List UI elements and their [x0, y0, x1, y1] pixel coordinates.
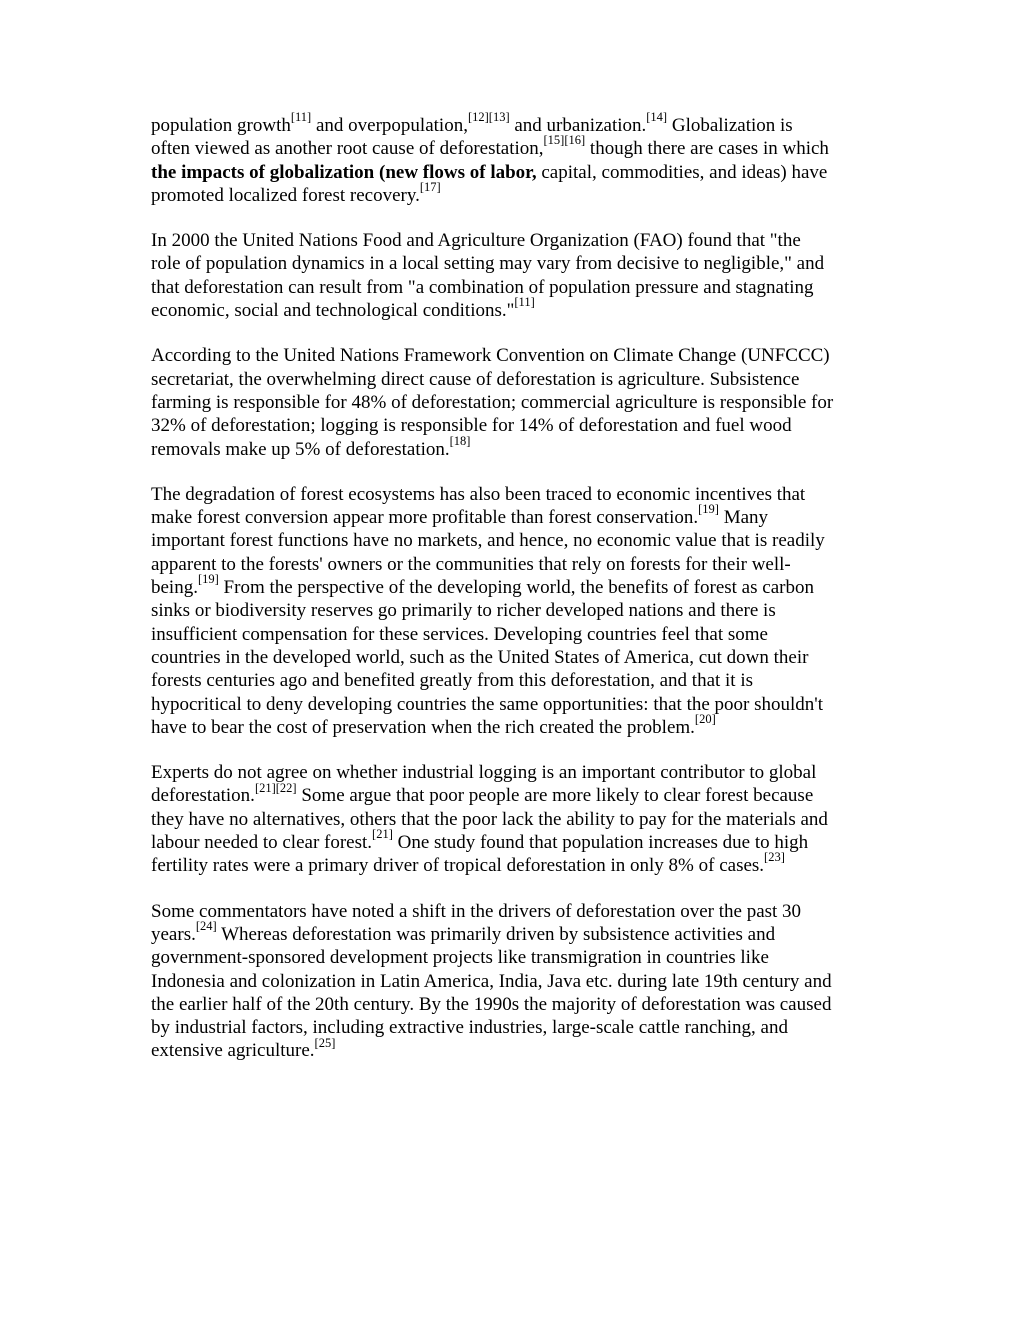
text-line	[151, 808, 873, 831]
text-line	[151, 712, 873, 739]
text-run: countries in the developed world, such as the United States of America, cut down their	[151, 646, 809, 668]
text-line	[151, 1035, 873, 1062]
text-line	[151, 993, 873, 1016]
text-line	[151, 483, 873, 506]
text-line	[151, 780, 873, 807]
text-run: and overpopulation,	[311, 115, 468, 136]
footnote-ref: [11]	[290, 110, 312, 125]
text-line	[151, 502, 873, 529]
text-run: apparent to the forests' owners or the communities that rely on forests for their well-	[151, 553, 791, 575]
paragraph	[151, 761, 873, 877]
footnote-ref: [25]	[314, 1035, 336, 1050]
text-run: According to the United Nations Framework Convention on Climate Change (UNFCCC)	[151, 345, 830, 367]
text-run: often viewed as another root cause of deforestation,	[151, 138, 544, 160]
footnote-ref: [19]	[698, 502, 719, 517]
text-line	[151, 669, 873, 692]
text-run: economic, social and technological conditions."	[151, 300, 515, 322]
text-run: insufficient compensation for these services. Developing countries feel that some	[151, 623, 768, 645]
text-run: hypocritical to deny developing countries the same opportunities: that the poor shouldn't	[151, 693, 823, 715]
paragraph	[151, 900, 873, 1063]
paragraph	[151, 229, 873, 322]
text-line	[151, 161, 873, 184]
text-line	[151, 553, 873, 576]
footnote-ref: [12][13]	[467, 110, 510, 125]
text-line	[151, 229, 873, 252]
text-run: extensive agriculture.	[151, 1040, 315, 1062]
text-run: forests centuries ago and benefited greatly from this deforestation, and that it is	[151, 670, 754, 692]
text-line	[151, 946, 873, 969]
text-run: Some commentators have noted a shift in the drivers of deforestation over the past 30	[151, 900, 802, 922]
text-line	[151, 693, 873, 716]
footnote-ref: [21]	[372, 827, 393, 842]
text-run: In 2000 the United Nations Food and Agriculture Organization (FAO) found that "the	[151, 230, 801, 252]
paragraph	[151, 110, 873, 207]
text-run: farming is responsible for 48% of deforestation; commercial agriculture is responsible for	[151, 391, 834, 413]
text-line	[151, 391, 873, 414]
text-run: have to bear the cost of preservation when the rich created the problem.	[151, 716, 695, 738]
text-run: fertility rates were a primary driver of tropical deforestation in only 8% of cases.	[151, 855, 765, 877]
text-line	[151, 252, 873, 275]
text-run: the earlier half of the 20th century. By the 1990s the majority of deforestation was caused	[151, 993, 832, 1015]
text-line	[151, 623, 873, 646]
text-run: capital, commodities, and ideas) have	[536, 161, 828, 183]
text-run: One study found that population increases due to high	[392, 832, 809, 854]
text-line	[151, 344, 873, 367]
text-run: Many	[718, 507, 769, 529]
text-run: From the perspective of the developing world, the benefits of forest as carbon	[218, 577, 814, 599]
text-run: removals make up 5% of deforestation.	[151, 438, 450, 460]
text-run: being.	[151, 577, 198, 599]
text-line	[151, 572, 873, 599]
text-run: promoted localized forest recovery.	[151, 184, 420, 206]
text-line	[151, 919, 873, 946]
text-line	[151, 970, 873, 993]
text-line	[151, 433, 873, 461]
text-line	[151, 1016, 873, 1039]
footnote-ref: [23]	[764, 850, 785, 865]
text-run: important forest functions have no markets, and hence, no economic value that is readily	[151, 530, 825, 552]
text-run: that deforestation can result from "a combination of population pressure and stagnating	[151, 276, 814, 298]
text-line	[151, 414, 873, 437]
footnote-ref: [24]	[195, 919, 217, 934]
text-run: years.	[151, 923, 196, 945]
footnote-ref: [14]	[646, 110, 668, 125]
text-run: and urbanization.	[509, 115, 647, 136]
text-run: population growth	[151, 115, 291, 136]
text-line	[151, 599, 873, 622]
text-line	[151, 133, 873, 160]
footnote-ref: [21][22]	[254, 780, 297, 795]
footnote-ref: [11]	[514, 295, 535, 310]
text-run: by industrial factors, including extractive industries, large-scale cattle ranching, and	[151, 1017, 788, 1039]
text-line	[151, 180, 873, 207]
text-line	[151, 368, 873, 391]
text-run: government-sponsored development projects like transmigration in countries like	[151, 947, 769, 969]
text-run: The degradation of forest ecosystems has also been traced to economic incentives that	[151, 483, 806, 505]
footnote-ref: [17]	[419, 180, 441, 195]
text-line	[151, 900, 873, 923]
text-run: make forest conversion appear more profitable than forest conservation.	[151, 507, 699, 529]
text-run: role of population dynamics in a local setting may vary from decisive to negligible," and	[151, 253, 825, 275]
footnote-ref: [19]	[197, 572, 219, 587]
footnote-ref: [18]	[449, 433, 471, 448]
text-run: labour needed to clear forest.	[151, 832, 373, 854]
text-run: though there are cases in which	[585, 138, 829, 160]
paragraph	[151, 483, 873, 739]
text-line	[151, 110, 873, 137]
footnote-ref: [20]	[694, 712, 716, 726]
text-run: Globalization is	[667, 115, 793, 136]
text-line	[151, 529, 873, 552]
text-run: Some argue that poor people are more likely to clear forest because	[296, 785, 814, 807]
text-run: they have no alternatives, others that the poor lack the ability to pay for the materials and	[151, 808, 828, 830]
paragraph	[151, 344, 873, 460]
text-run: sinks or biodiversity reserves go primarily to richer developed nations and there is	[151, 600, 776, 622]
text-line	[151, 850, 873, 877]
text-run: Whereas deforestation was primarily driven by subsistence activities and	[216, 923, 776, 945]
text-run: 32% of deforestation; logging is responsible for 14% of deforestation and fuel wood	[151, 415, 792, 437]
text-run: Experts do not agree on whether industrial logging is an important contributor to global	[151, 762, 817, 784]
text-run: the impacts of globalization (new flows of labor,	[151, 161, 537, 183]
text-line	[151, 646, 873, 669]
text-run: Indonesia and colonization in Latin America, India, Java etc. during late 19th century and	[151, 970, 832, 992]
footnote-ref: [15][16]	[543, 133, 586, 148]
text-run: deforestation.	[151, 785, 255, 807]
text-line	[151, 276, 873, 299]
text-run: secretariat, the overwhelming direct cause of deforestation is agriculture. Subsistence	[151, 368, 800, 390]
text-line	[151, 295, 873, 322]
article-text	[151, 110, 873, 1085]
